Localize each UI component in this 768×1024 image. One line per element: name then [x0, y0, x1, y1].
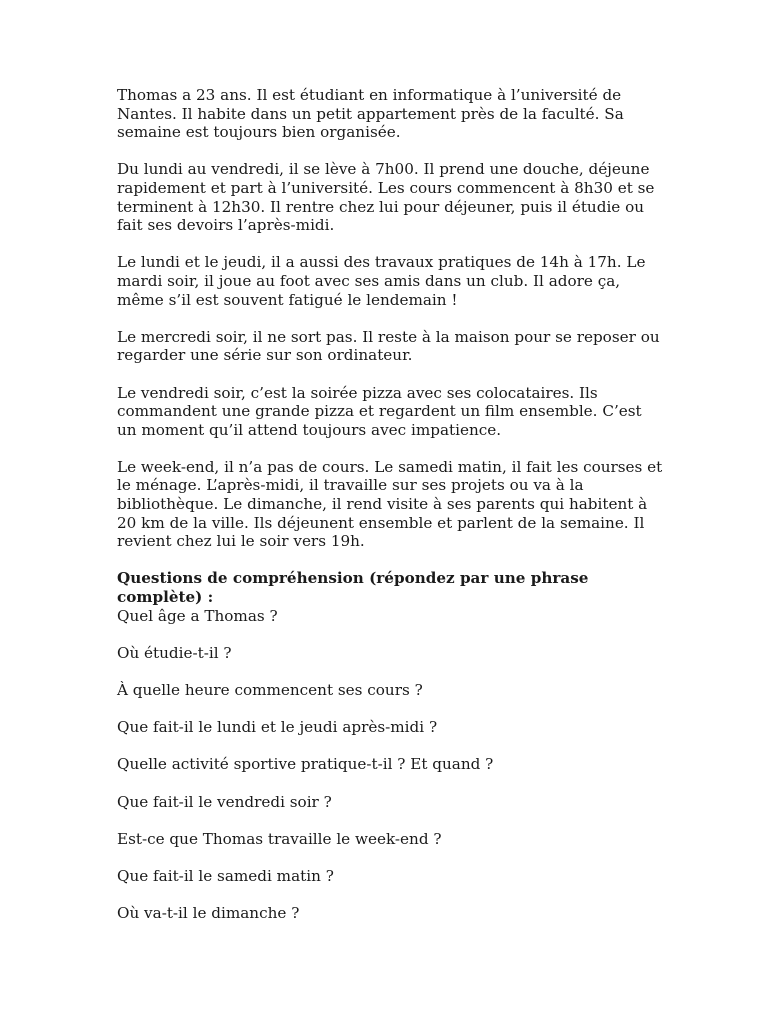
question-7: Est-ce que Thomas travaille le week-end ?: [117, 829, 442, 848]
question-1: Quel âge a Thomas ?: [117, 606, 278, 625]
paragraph-monday-thursday: Le lundi et le jeudi, il a aussi des travaux pratiques de 14h à 17h. Le mardi soir, il joue au foot avec ses amis dans un club. Il adore ça, même s’il est souvent fatigué le lendemain !: [117, 253, 646, 309]
question-8: Que fait-il le samedi matin ?: [117, 866, 334, 885]
question-4: Que fait-il le lundi et le jeudi après-midi ?: [117, 718, 438, 737]
question-9: Où va-t-il le dimanche ?: [117, 904, 300, 923]
paragraph-weekdays: Du lundi au vendredi, il se lève à 7h00. Il prend une douche, déjeune rapidement et part à l’université. Les cours commencent à 8h30 et se terminent à 12h30. Il rentre chez lui pour déjeuner, puis il étudie ou fait ses devoirs l’après-midi.: [117, 160, 655, 235]
document-page: [117, 86, 665, 941]
question-2: Où étudie-t-il ?: [117, 643, 232, 662]
paragraph-wednesday: Le mercredi soir, il ne sort pas. Il reste à la maison pour se reposer ou regarder une série sur son ordinateur.: [117, 327, 660, 365]
question-6: Que fait-il le vendredi soir ?: [117, 792, 332, 811]
paragraph-intro: Thomas a 23 ans. Il est étudiant en informatique à l’université de Nantes. Il habite dans un petit appartement près de la faculté. Sa semaine est toujours bien organisée.: [117, 86, 624, 142]
paragraph-friday: Le vendredi soir, c’est la soirée pizza avec ses colocataires. Ils commandent une grande pizza et regardent un film ensemble. C’est un moment qu’il attend toujours avec impatience.: [117, 383, 642, 439]
question-3: À quelle heure commencent ses cours ?: [117, 681, 423, 699]
question-5: Quelle activité sportive pratique-t-il ? Et quand ?: [117, 755, 494, 774]
paragraph-weekend: Le week-end, il n’a pas de cours. Le samedi matin, il fait les courses et le ménage. L’après-midi, il travaille sur ses projets ou va à la bibliothèque. Le dimanche, il rend visite à ses parents qui habitent à 20 km de la ville. Ils déjeunent ensemble et parlent de la semaine. Il revient chez lui le soir vers 19h.: [117, 457, 663, 551]
questions-heading: Questions de compréhension (répondez par une phrase complète) :: [117, 569, 589, 607]
